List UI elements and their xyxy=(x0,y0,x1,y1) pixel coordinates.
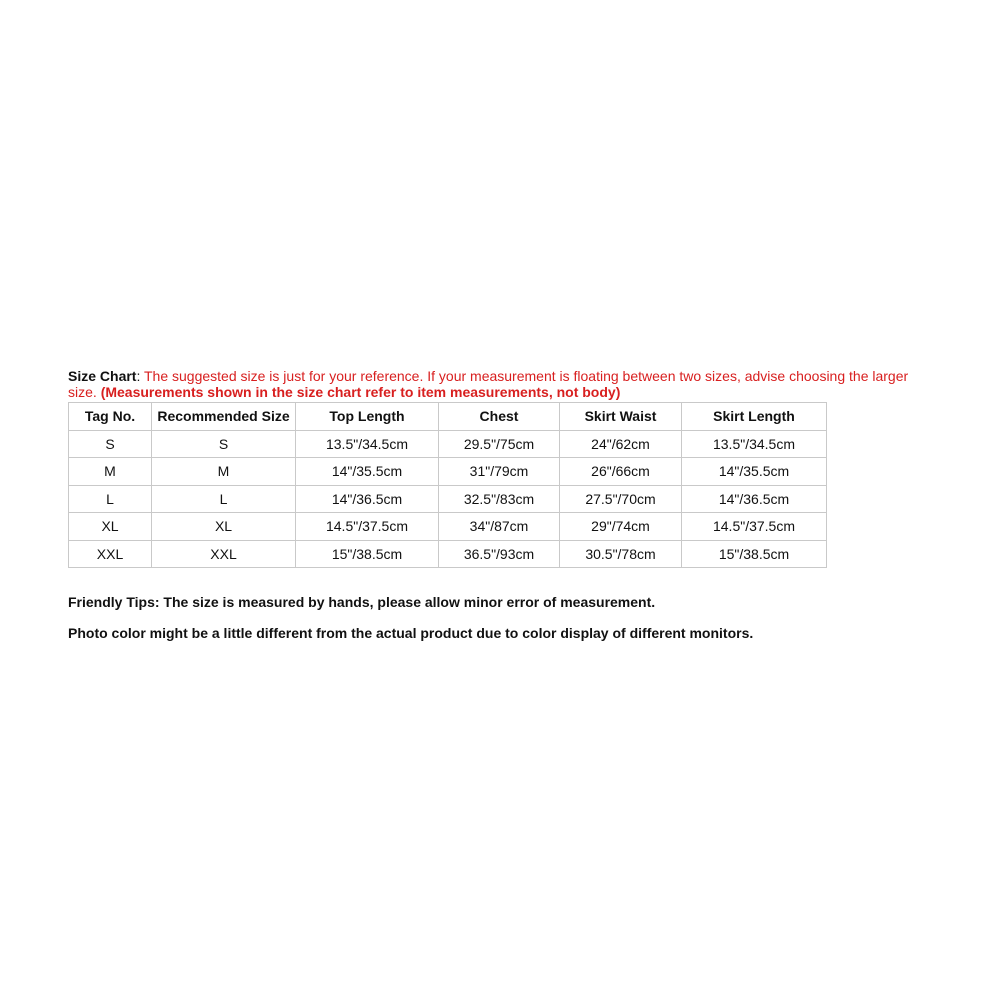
cell-skirt-waist: 24"/62cm xyxy=(560,430,682,458)
cell-top-length: 14"/35.5cm xyxy=(296,458,439,486)
header-skirt-length: Skirt Length xyxy=(682,403,827,431)
cell-skirt-length: 14.5"/37.5cm xyxy=(682,513,827,541)
cell-skirt-waist: 26"/66cm xyxy=(560,458,682,486)
size-chart-section xyxy=(68,368,938,656)
cell-chest: 29.5"/75cm xyxy=(439,430,560,458)
cell-recommended-size: XL xyxy=(152,513,296,541)
cell-skirt-length: 13.5"/34.5cm xyxy=(682,430,827,458)
size-chart-colon: : xyxy=(136,368,144,384)
cell-tag-no: L xyxy=(69,485,152,513)
cell-recommended-size: S xyxy=(152,430,296,458)
cell-chest: 32.5"/83cm xyxy=(439,485,560,513)
cell-chest: 36.5"/93cm xyxy=(439,540,560,568)
measurement-note: (Measurements shown in the size chart refer to item measurements, not body) xyxy=(100,384,621,400)
cell-skirt-waist: 29"/74cm xyxy=(560,513,682,541)
table-row xyxy=(69,485,827,513)
friendly-tips xyxy=(68,594,938,641)
size-chart-intro xyxy=(68,368,938,400)
table-header-row xyxy=(69,403,827,431)
header-skirt-waist: Skirt Waist xyxy=(560,403,682,431)
tip-measurement: Friendly Tips: The size is measured by hands, please allow minor error of measurement. xyxy=(68,594,656,610)
cell-skirt-length: 14"/35.5cm xyxy=(682,458,827,486)
cell-tag-no: XL xyxy=(69,513,152,541)
size-reference-note: The suggested size is just for your reference. If your measurement is floating between two sizes, advise choosing the larger size. xyxy=(68,368,909,400)
cell-recommended-size: XXL xyxy=(152,540,296,568)
header-tag-no: Tag No. xyxy=(69,403,152,431)
cell-top-length: 14.5"/37.5cm xyxy=(296,513,439,541)
table-row xyxy=(69,430,827,458)
cell-recommended-size: L xyxy=(152,485,296,513)
cell-skirt-length: 15"/38.5cm xyxy=(682,540,827,568)
table-row xyxy=(69,513,827,541)
table-row xyxy=(69,458,827,486)
table-row xyxy=(69,540,827,568)
cell-tag-no: M xyxy=(69,458,152,486)
header-chest: Chest xyxy=(439,403,560,431)
cell-skirt-waist: 27.5"/70cm xyxy=(560,485,682,513)
cell-top-length: 15"/38.5cm xyxy=(296,540,439,568)
cell-chest: 34"/87cm xyxy=(439,513,560,541)
cell-skirt-waist: 30.5"/78cm xyxy=(560,540,682,568)
cell-top-length: 14"/36.5cm xyxy=(296,485,439,513)
cell-tag-no: XXL xyxy=(69,540,152,568)
header-top-length: Top Length xyxy=(296,403,439,431)
size-chart-label: Size Chart xyxy=(68,368,137,384)
cell-chest: 31"/79cm xyxy=(439,458,560,486)
cell-skirt-length: 14"/36.5cm xyxy=(682,485,827,513)
cell-tag-no: S xyxy=(69,430,152,458)
tip-photo-color: Photo color might be a little different from the actual product due to color display of different monitors. xyxy=(68,625,754,641)
cell-top-length: 13.5"/34.5cm xyxy=(296,430,439,458)
cell-recommended-size: M xyxy=(152,458,296,486)
header-recommended-size: Recommended Size xyxy=(152,403,296,431)
size-table xyxy=(68,402,827,568)
